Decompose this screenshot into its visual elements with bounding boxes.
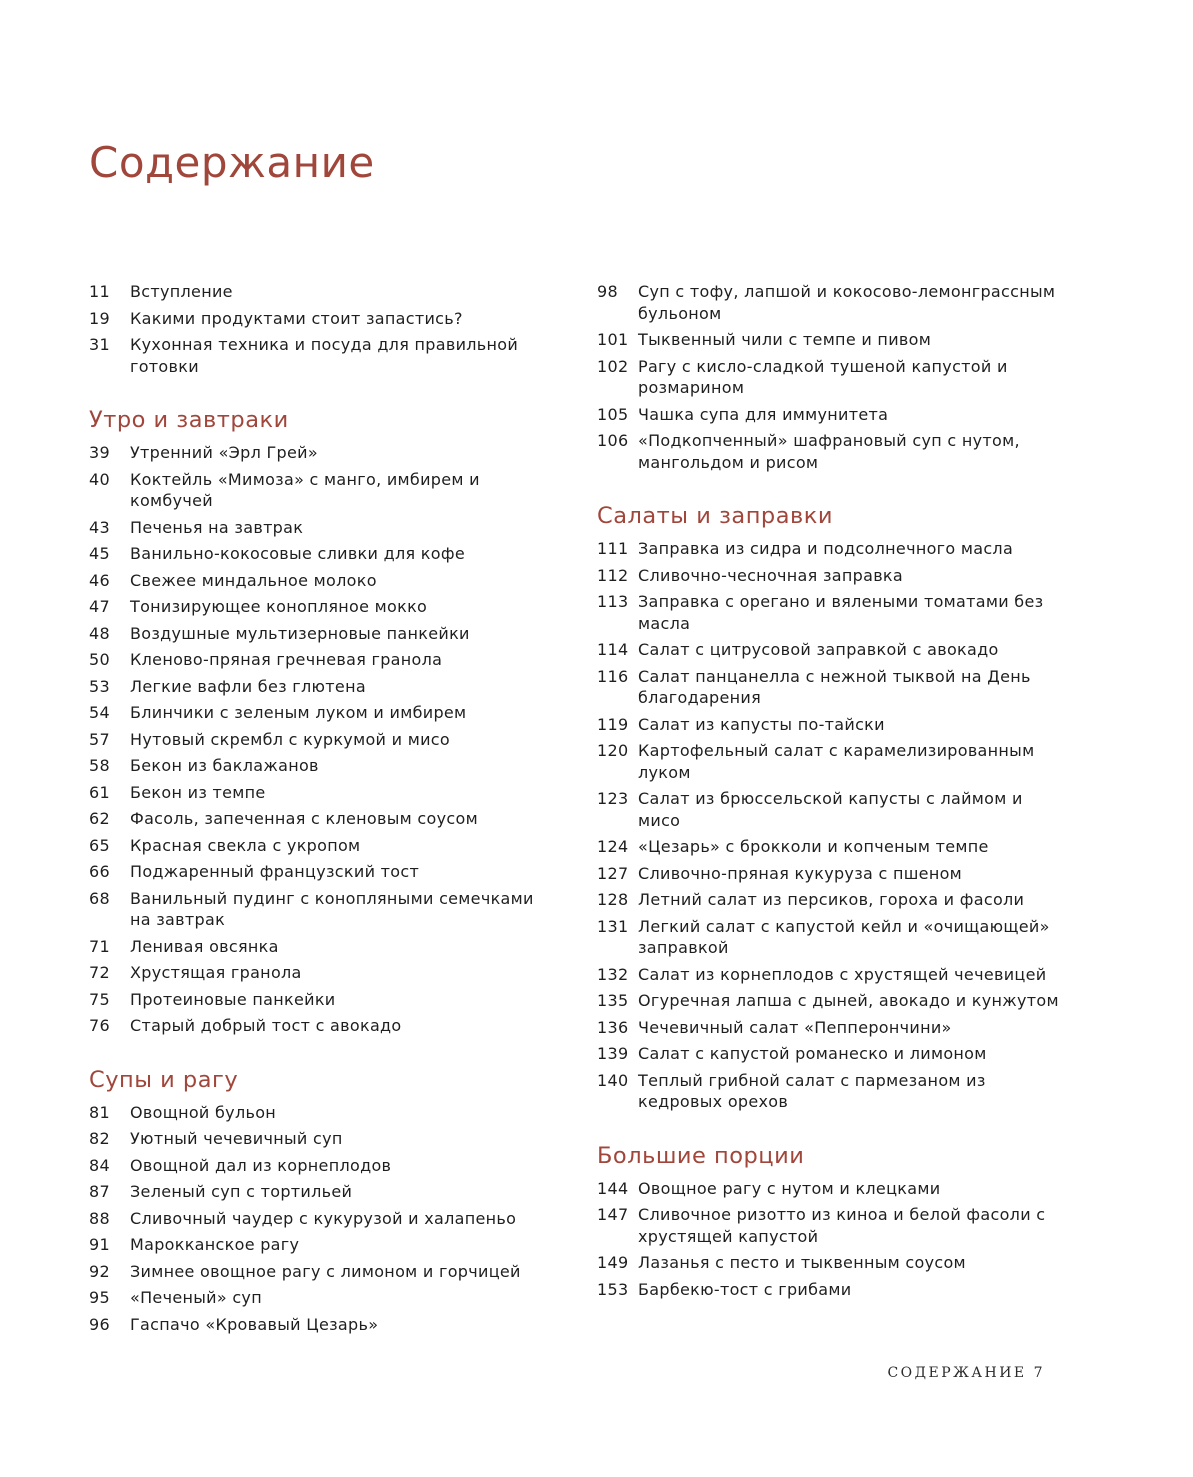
- toc-page-number: 136: [597, 1017, 629, 1037]
- toc-entry: [89, 1102, 559, 1124]
- toc-page-number: 76: [89, 1016, 110, 1035]
- toc-page-number: 139: [597, 1044, 629, 1063]
- toc-entry: [597, 740, 1067, 783]
- toc-entry: [89, 1128, 559, 1150]
- toc-page-number: 91: [89, 1235, 110, 1254]
- toc-entry: [89, 1261, 559, 1283]
- section-heading: Утро и завтраки: [89, 407, 289, 433]
- toc-entry-title: Сливочно-пряная кукуруза с пшеном: [638, 863, 963, 883]
- toc-entry: [89, 1208, 559, 1230]
- toc-entry: [89, 469, 559, 512]
- toc-entry: [89, 861, 559, 883]
- toc-entry-title: Печенья на завтрак: [130, 517, 304, 537]
- toc-entry-title: Свежее миндальное молоко: [130, 570, 377, 590]
- toc-page-number: 19: [89, 308, 110, 328]
- toc-entry-title: Ванильный пудинг с конопляными семечками на завтрак: [130, 888, 534, 929]
- toc-page-number: 45: [89, 544, 110, 563]
- toc-page-number: 111: [597, 539, 629, 558]
- toc-entry-title: Барбекю-тост с грибами: [638, 1279, 852, 1299]
- toc-page-number: 61: [89, 782, 110, 802]
- toc-entry-title: Картофельный салат с карамелизированным луком: [638, 741, 1035, 782]
- toc-entry-title: Утренний «Эрл Грей»: [130, 443, 318, 462]
- toc-page-number: 65: [89, 835, 110, 855]
- toc-page-number: 66: [89, 862, 110, 881]
- toc-page-number: 144: [597, 1178, 629, 1198]
- toc-entry: [597, 1178, 1067, 1200]
- toc-entry: [597, 565, 1067, 587]
- toc-entry: [89, 281, 559, 303]
- toc-entry: [89, 835, 559, 857]
- toc-entry: [597, 329, 1067, 351]
- toc-entry: [89, 334, 559, 377]
- toc-entry: [89, 782, 559, 804]
- toc-entry: [597, 916, 1067, 959]
- toc-page-number: 82: [89, 1129, 110, 1148]
- toc-entry: [89, 676, 559, 698]
- toc-entry: [89, 442, 559, 464]
- toc-page-number: 127: [597, 863, 629, 883]
- toc-entry-title: Коктейль «Мимоза» с манго, имбирем и комбучей: [130, 469, 480, 510]
- toc-entry-title: Салат из брюссельской капусты с лаймом и мисо: [638, 789, 1023, 830]
- toc-page-number: 68: [89, 888, 110, 908]
- toc-entry: [597, 430, 1067, 473]
- toc-entry: [89, 755, 559, 777]
- toc-entry: [89, 649, 559, 671]
- toc-entry: [89, 1314, 559, 1336]
- toc-entry: [89, 888, 559, 931]
- toc-page-number: 46: [89, 570, 110, 590]
- toc-page-number: 62: [89, 809, 110, 828]
- toc-entry-title: Ленивая овсянка: [130, 936, 279, 956]
- toc-page-number: 153: [597, 1279, 629, 1299]
- toc-entry-title: Уютный чечевичный суп: [130, 1129, 343, 1148]
- toc-page-number: 31: [89, 335, 110, 354]
- toc-entry-title: Салат панцанелла с нежной тыквой на День благодарения: [638, 666, 1031, 707]
- toc-entry: [597, 889, 1067, 911]
- toc-entry: [89, 596, 559, 618]
- toc-entry-title: Овощное рагу с нутом и клецками: [638, 1178, 941, 1198]
- toc-page-number: 88: [89, 1208, 110, 1228]
- toc-page-number: 124: [597, 837, 629, 856]
- toc-page-number: 57: [89, 729, 110, 749]
- toc-entry-title: Кухонная техника и посуда для правильной готовки: [130, 335, 519, 376]
- toc-entry-title: Легкие вафли без глютена: [130, 676, 366, 696]
- toc-entry-title: Старый добрый тост с авокадо: [130, 1016, 402, 1035]
- toc-entry-title: Зеленый суп с тортильей: [130, 1182, 353, 1201]
- toc-entry-title: Бекон из баклажанов: [130, 756, 319, 775]
- toc-entry: [89, 936, 559, 958]
- toc-entry-title: Зимнее овощное рагу с лимоном и горчицей: [130, 1261, 521, 1281]
- toc-page-number: 106: [597, 431, 629, 450]
- toc-entry-title: Протеиновые панкейки: [130, 989, 336, 1009]
- toc-entry: [89, 570, 559, 592]
- toc-entry-title: Заправка из сидра и подсолнечного масла: [638, 539, 1014, 558]
- section-heading: Салаты и заправки: [597, 503, 833, 529]
- toc-entry-title: Ванильно-кокосовые сливки для кофе: [130, 544, 465, 563]
- toc-entry: [89, 1287, 559, 1309]
- toc-page-number: 72: [89, 963, 110, 982]
- toc-page-number: 43: [89, 517, 110, 537]
- toc-page-number: 128: [597, 890, 629, 909]
- toc-entry: [89, 729, 559, 751]
- toc-entry-title: Тонизирующее конопляное мокко: [130, 597, 428, 616]
- toc-page-number: 75: [89, 989, 110, 1009]
- toc-entry: [597, 1252, 1067, 1274]
- toc-entry: [597, 714, 1067, 736]
- toc-page-number: 95: [89, 1288, 110, 1307]
- toc-entry-title: Лазанья с песто и тыквенным соусом: [638, 1253, 966, 1272]
- toc-page-number: 105: [597, 404, 629, 424]
- toc-entry: [89, 1155, 559, 1177]
- toc-page-number: 114: [597, 640, 629, 659]
- toc-page-number: 119: [597, 714, 629, 734]
- toc-entry: [597, 591, 1067, 634]
- toc-page-number: 149: [597, 1253, 629, 1272]
- toc-entry-title: «Подкопченный» шафрановый суп с нутом, мангольдом и рисом: [638, 431, 1020, 472]
- toc-page-number: 96: [89, 1314, 110, 1334]
- toc-entry-title: Заправка с орегано и вялеными томатами без масла: [638, 592, 1044, 633]
- toc-page-number: 48: [89, 623, 110, 643]
- running-footer: [887, 1365, 1045, 1381]
- toc-entry: [597, 836, 1067, 858]
- toc-page-number: 147: [597, 1205, 629, 1224]
- toc-page-number: 140: [597, 1070, 629, 1090]
- toc-entry-title: Легкий салат с капустой кейл и «очищающей» заправкой: [638, 916, 1050, 957]
- toc-entry: [597, 356, 1067, 399]
- toc-entry-title: Салат из корнеплодов с хрустящей чечевицей: [638, 964, 1047, 984]
- toc-entry: [89, 702, 559, 724]
- toc-page-number: 112: [597, 565, 629, 585]
- toc-entry: [89, 1015, 559, 1037]
- toc-entry-title: Суп с тофу, лапшой и кокосово-лемонграссным бульоном: [638, 282, 1056, 323]
- toc-entry: [89, 543, 559, 565]
- toc-page-number: 87: [89, 1182, 110, 1201]
- toc-entry: [597, 990, 1067, 1012]
- toc-entry: [89, 962, 559, 984]
- toc-entry: [89, 1234, 559, 1256]
- toc-entry-title: Красная свекла с укропом: [130, 835, 361, 855]
- toc-entry-title: Салат с цитрусовой заправкой с авокадо: [638, 640, 999, 659]
- toc-page-number: 40: [89, 469, 110, 489]
- toc-page-number: 81: [89, 1102, 110, 1122]
- toc-page-number: 92: [89, 1261, 110, 1281]
- toc-entry-title: Бекон из темпе: [130, 782, 266, 802]
- toc-entry-title: Сливочный чаудер с кукурузой и халапеньо: [130, 1208, 517, 1228]
- footer-label: СОДЕРЖАНИЕ: [887, 1365, 1027, 1381]
- toc-entry: [89, 517, 559, 539]
- toc-entry: [597, 964, 1067, 986]
- toc-entry-title: Какими продуктами стоит запастись?: [130, 308, 463, 328]
- toc-entry: [597, 1279, 1067, 1301]
- section-heading: Супы и рагу: [89, 1066, 239, 1093]
- toc-page-number: 11: [89, 282, 110, 301]
- toc-entry-title: Чашка супа для иммунитета: [638, 404, 889, 424]
- toc-entry: [597, 1204, 1067, 1247]
- toc-entry-title: Овощной дал из корнеплодов: [130, 1155, 392, 1175]
- toc-page-number: 131: [597, 916, 629, 936]
- toc-entry: [89, 808, 559, 830]
- toc-entry-title: Сливочное ризотто из киноа и белой фасоли с хрустящей капустой: [638, 1205, 1046, 1246]
- toc-page-number: 102: [597, 356, 629, 376]
- toc-page-number: 54: [89, 703, 110, 722]
- toc-entry-title: Летний салат из персиков, гороха и фасоли: [638, 890, 1025, 909]
- toc-entry: [89, 623, 559, 645]
- toc-entry-title: Салат из капусты по-тайски: [638, 714, 885, 734]
- toc-column-right: [597, 281, 1067, 1305]
- footer-page-number: 7: [1033, 1365, 1045, 1381]
- toc-entry: [597, 281, 1067, 324]
- toc-page-number: 71: [89, 936, 110, 956]
- toc-entry-title: Тыквенный чили с темпе и пивом: [638, 330, 932, 349]
- toc-page-number: 116: [597, 666, 629, 686]
- toc-entry-title: Воздушные мультизерновые панкейки: [130, 623, 470, 643]
- toc-entry-title: Гаспачо «Кровавый Цезарь»: [130, 1314, 379, 1334]
- toc-entry: [597, 1017, 1067, 1039]
- toc-page-number: 39: [89, 443, 110, 462]
- section-heading: Большие порции: [597, 1142, 805, 1169]
- toc-page-number: 58: [89, 756, 110, 775]
- toc-entry-title: Поджаренный французский тост: [130, 862, 420, 881]
- toc-entry-title: Марокканское рагу: [130, 1235, 300, 1254]
- toc-entry: [597, 404, 1067, 426]
- toc-entry: [89, 989, 559, 1011]
- toc-page-number: 53: [89, 676, 110, 696]
- toc-page-number: 50: [89, 650, 110, 669]
- toc-column-left: [89, 281, 559, 1340]
- toc-entry-title: Рагу с кисло-сладкой тушеной капустой и розмарином: [638, 356, 1008, 397]
- toc-entry: [597, 1043, 1067, 1065]
- toc-entry: [597, 863, 1067, 885]
- toc-entry-title: Теплый грибной салат с пармезаном из кедровых орехов: [638, 1070, 986, 1111]
- toc-page-number: 47: [89, 597, 110, 616]
- toc-entry-title: «Цезарь» с брокколи и копченым темпе: [638, 837, 989, 856]
- toc-entry-title: «Печеный» суп: [130, 1288, 262, 1307]
- toc-page-number: 132: [597, 964, 629, 984]
- toc-page-number: 98: [597, 282, 618, 301]
- toc-entry-title: Салат с капустой романеско и лимоном: [638, 1044, 987, 1063]
- toc-entry: [597, 1070, 1067, 1113]
- toc-page-number: 120: [597, 741, 629, 760]
- toc-page-number: 101: [597, 330, 629, 349]
- toc-entry-title: Огуречная лапша с дыней, авокадо и кунжутом: [638, 991, 1059, 1010]
- toc-entry-title: Нутовый скрембл с куркумой и мисо: [130, 729, 450, 749]
- toc-entry: [89, 308, 559, 330]
- toc-entry: [597, 639, 1067, 661]
- toc-entry-title: Сливочно-чесночная заправка: [638, 565, 903, 585]
- toc-page-number: 123: [597, 789, 629, 808]
- toc-page-number: 113: [597, 592, 629, 611]
- toc-page-number: 84: [89, 1155, 110, 1175]
- toc-page-number: 135: [597, 991, 629, 1010]
- toc-entry: [89, 1181, 559, 1203]
- toc-entry-title: Блинчики с зеленым луком и имбирем: [130, 703, 467, 722]
- page-title: Содержание: [89, 138, 375, 187]
- toc-entry: [597, 538, 1067, 560]
- toc-entry-title: Чечевичный салат «Пепперончини»: [638, 1017, 952, 1037]
- toc-entry-title: Хрустящая гранола: [130, 963, 302, 982]
- toc-entry-title: Овощной бульон: [130, 1102, 277, 1122]
- toc-entry: [597, 666, 1067, 709]
- toc-entry-title: Фасоль, запеченная с кленовым соусом: [130, 809, 478, 828]
- toc-entry: [597, 788, 1067, 831]
- toc-entry-title: Кленово-пряная гречневая гранола: [130, 650, 443, 669]
- toc-entry-title: Вступление: [130, 282, 233, 301]
